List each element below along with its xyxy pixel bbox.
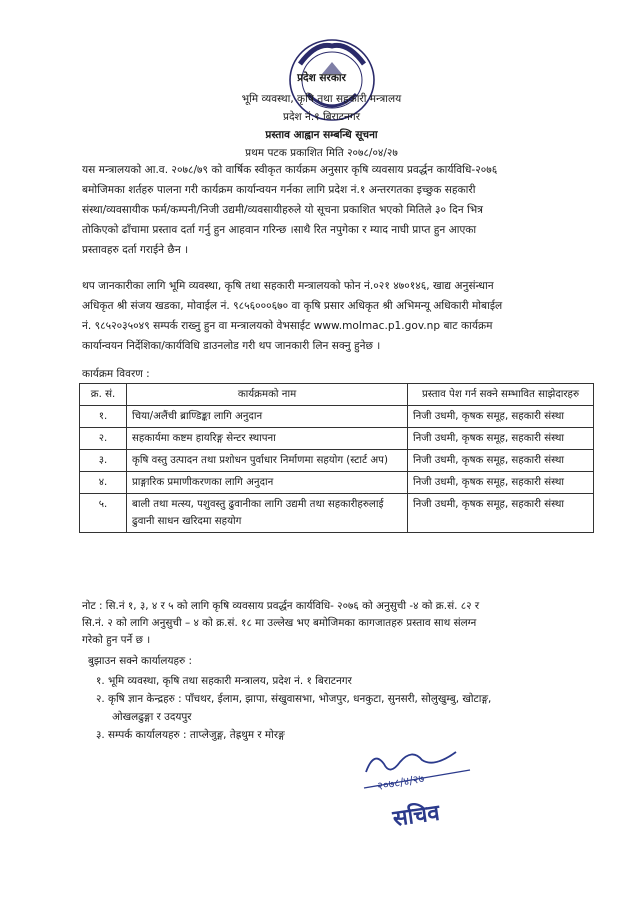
row-program-name: कृषि वस्तु उत्पादन तथा प्रशोधन पुर्वाधार निर्माणमा सहयोग (स्टार्ट अप) [127, 450, 408, 472]
header-sn: क्र. सं. [80, 384, 127, 406]
paragraph-line: कार्यान्वयन निर्देशिका/कार्यविधि डाउनलोड गरी थप जानकारी लिन सक्नु हुनेछ । [82, 340, 381, 352]
row-program-name: चिया/अलैंची ब्राण्डिङ्का लागि अनुदान [127, 406, 408, 428]
ministry-name: भूमि व्यवस्था, कृषि तथा सहकारी मन्त्रालय [241, 93, 402, 105]
office-location: प्रदेश नं.१ बिराटनगर [282, 111, 361, 123]
row-partners: निजी उधमी, कृषक समूह, सहकारी संस्था [408, 472, 594, 494]
row-program-name: प्राङ्गारिक प्रमाणीकरणका लागि अनुदान [127, 472, 408, 494]
row-sn: १. [80, 406, 127, 428]
header-program-name: कार्यक्रमको नाम [127, 384, 408, 406]
table-row [80, 406, 594, 428]
list-item: ओखलढुङ्गा र उदयपुर [112, 711, 192, 723]
list-item: ३. सम्पर्क कार्यालयहरु : ताप्लेजुङ्ग, तेह्रथुम र मोरङ्ग [96, 729, 285, 741]
office-name: प्रदेश सरकार [297, 72, 346, 84]
paragraph-line: बमोजिमका शर्तहरु पालना गरी कार्यक्रम कार्यान्वयन गर्नका लागि प्रदेश नं.१ अन्तरगतका इच्छुक सहकारी [82, 184, 476, 196]
row-program-name: सहकार्यमा कष्टम हायरिङ्ग सेन्टर स्थापना [127, 428, 408, 450]
table-row [80, 450, 594, 472]
header-partners: प्रस्ताव पेश गर्न सक्ने सम्भावित साझेदारहरु [408, 384, 594, 406]
row-partners: निजी उधमी, कृषक समूह, सहकारी संस्था [408, 450, 594, 472]
row-sn: ५. [80, 494, 127, 533]
handwritten-signature-icon [360, 742, 480, 832]
offices-list [96, 672, 606, 744]
table-row [80, 472, 594, 494]
row-partners: निजी उधमी, कृषक समूह, सहकारी संस्था [408, 494, 594, 533]
publish-date: प्रथम पटक प्रकाशित मिति २०७८/०४/२७ [245, 147, 398, 159]
notice-title: प्रस्ताव आह्वान सम्बन्धि सूचना [265, 129, 378, 141]
row-sn: २. [80, 428, 127, 450]
table-header-row [80, 384, 594, 406]
program-table [79, 383, 594, 533]
paragraph-line: संस्था/व्यवसायीक फर्म/कम्पनी/निजी उद्यमी/व्यवसायीहरुले यो सूचना प्रकाशित भएको मितिले ३० दिन भित्र [82, 204, 483, 216]
list-item: १. भूमि व्यवस्था, कृषि तथा सहकारी मन्त्रालय, प्रदेश नं. १ बिराटनगर [96, 675, 352, 687]
note [82, 598, 604, 649]
paragraph-1 [82, 160, 604, 260]
row-partners: निजी उधमी, कृषक समूह, सहकारी संस्था [408, 428, 594, 450]
row-sn: ३. [80, 450, 127, 472]
note-line: गरेको हुन पर्ने छ । [82, 634, 151, 646]
paragraph-line: प्रस्तावहरु दर्ता गराईने छैन । [82, 244, 189, 256]
paragraph-line: अधिकृत श्री संजय खडका, मोवाईल नं. ९८५६०००६७० वा कृषि प्रसार अधिकृत श्री अभिमन्यू अधिकारी मोबाईल [82, 300, 503, 312]
paragraph-2 [82, 276, 604, 356]
paragraph-line: यस मन्त्रालयको आ.व. २०७८/७९ को वार्षिक स्वीकृत कार्यक्रम अनुसार कृषि व्यवसाय प्रवर्द्धन कार्यविधि-२०७६ [82, 164, 498, 176]
signature-date: २०७८/४/२७ [376, 771, 426, 793]
table-caption: कार्यक्रम विवरण : [82, 368, 150, 380]
table-row [80, 428, 594, 450]
paragraph-line: तोकिएको ढाँचामा प्रस्ताव दर्ता गर्नु हुन आहवान गरिन्छ ।साथै रित नपुगेका र म्याद नाघी प्राप्त हुन आएका [82, 224, 477, 236]
table-row [80, 494, 594, 533]
paragraph-line: थप जानकारीका लागि भूमि व्यवस्था, कृषि तथा सहकारी मन्त्रालयको फोन नं.०२१ ४७०१४६, खाद्य अनुसंन्धान [82, 280, 494, 292]
row-sn: ४. [80, 472, 127, 494]
note-line: सि.नं. २ को लागि अनुसुची – ४ को क्र.सं. १८ मा उल्लेख भए बमोजिमका कागजातहरु प्रस्ताव साथ संलग्न [82, 617, 477, 629]
paragraph-line: नं. ९८५२०३५०४९ सम्पर्क राख्नु हुन वा मन्त्रालयको वेभसाईट www.molmac.p1.gov.np बाट कार्यक्रम [82, 320, 493, 332]
note-line: नोट : सि.नं १, ३, ४ र ५ को लागि कृषि व्यवसाय प्रवर्द्धन कार्यविधि- २०७६ को अनुसुची -४ को क्र.सं. ८२ र [82, 600, 480, 612]
secretary-stamp: सचिव [391, 800, 442, 832]
list-item: २. कृषि ज्ञान केन्द्रहरु : पाँचथर, ईलाम, झापा, संखुवासभा, भोजपुर, धनकुटा, सुनसरी, सोलुखुम्बु, खोटाङ्ग, [96, 693, 492, 705]
row-partners: निजी उधमी, कृषक समूह, सहकारी संस्था [408, 406, 594, 428]
row-program-name: बाली तथा मत्स्य, पशुवस्तु ढुवानीका लागि उद्यमी तथा सहकारीहरुलाई ढुवानी साधन खरिदमा सहयोग [127, 494, 408, 533]
offices-heading: बुझाउन सक्ने कार्यालयहरु : [88, 655, 193, 667]
